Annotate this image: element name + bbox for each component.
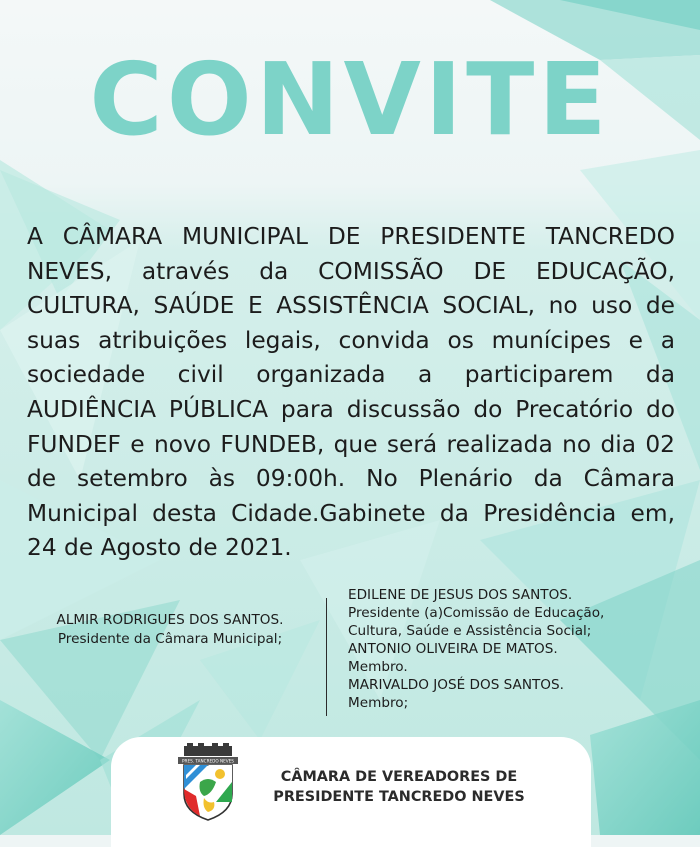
signature-committee	[348, 586, 698, 712]
signature-name: ANTONIO OLIVEIRA DE MATOS.	[348, 641, 558, 657]
municipal-crest-icon	[176, 742, 240, 822]
signature-divider	[326, 598, 327, 716]
signature-name: ALMIR RODRIGUES DOS SANTOS.	[56, 612, 284, 628]
footer-institution	[263, 767, 535, 807]
invitation-text: A CÂMARA MUNICIPAL DE PRESIDENTE TANCREDO NEVES, através da COMISSÃO DE EDUCAÇÃO, CULTURA, SAÚDE E ASSISTÊNCIA SOCIAL, no uso de suas atribuições legais, convida os munícipes e a sociedade civil organizada a participarem da AUDIÊNCIA PÚBLICA para discussão do Precatório do FUNDEF e novo FUNDEB, que será realizada no dia 02 de setembro às 09:00h. No Plenário da Câmara Municipal desta Cidade.Gabinete da Presidência em, 24 de Agosto de 2021.	[27, 223, 675, 562]
signature-president	[20, 611, 320, 649]
signature-name: EDILENE DE JESUS DOS SANTOS.	[348, 587, 573, 603]
footer-line: CÂMARA DE VEREADORES DE	[280, 769, 518, 785]
page-title: CONVITE	[89, 41, 611, 158]
signature-role: Membro;	[348, 695, 409, 711]
svg-text:PRES. TANCREDO NEVES: PRES. TANCREDO NEVES	[182, 758, 234, 764]
signature-name: MARIVALDO JOSÉ DOS SANTOS.	[348, 677, 564, 693]
footer-line: PRESIDENTE TANCREDO NEVES	[273, 789, 525, 805]
signature-role: Presidente (a)Comissão de Educação,	[348, 605, 605, 621]
signature-role: Cultura, Saúde e Assistência Social;	[348, 623, 592, 639]
signature-role: Presidente da Câmara Municipal;	[57, 631, 283, 647]
signature-role: Membro.	[348, 659, 408, 675]
